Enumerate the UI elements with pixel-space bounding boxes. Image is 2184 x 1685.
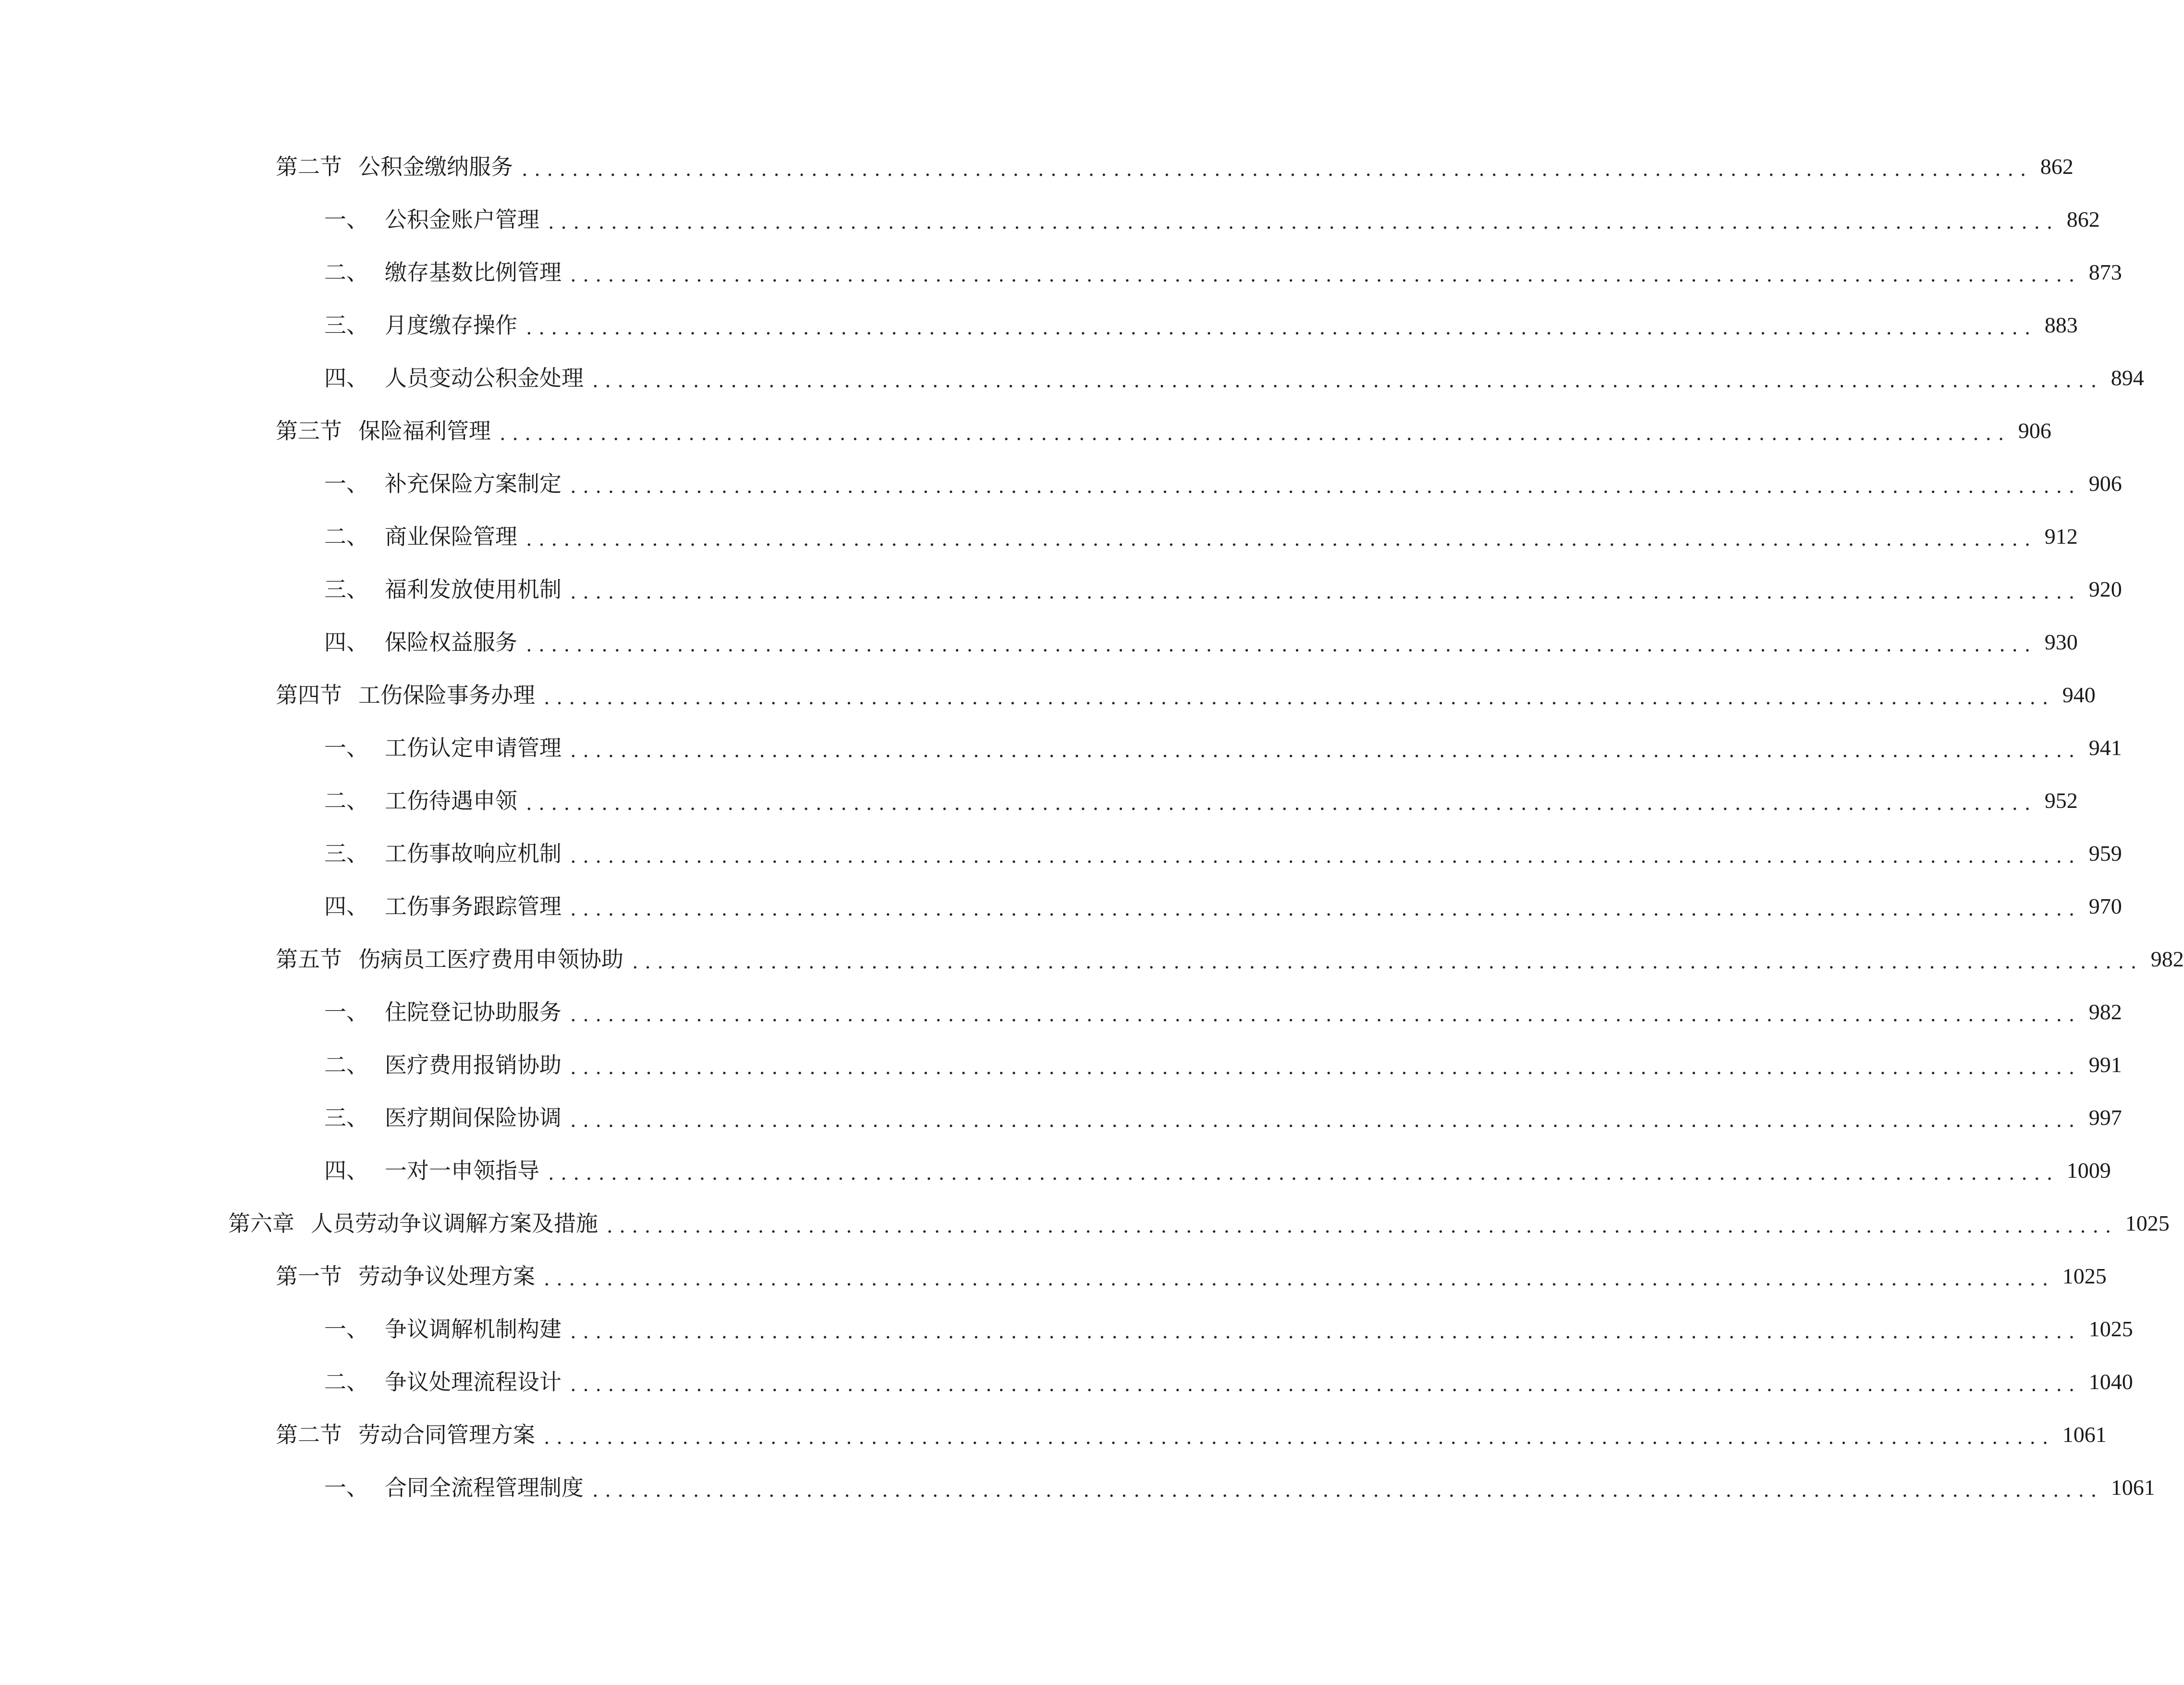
toc-entry[interactable] <box>0 457 2122 510</box>
toc-entry-number: 二、 <box>324 259 368 285</box>
toc-entry-number: 二、 <box>324 1369 368 1395</box>
toc-entry-content <box>324 1156 2111 1185</box>
toc-entry[interactable] <box>0 986 2122 1038</box>
toc-dot-leader: ........................................................................................................................ <box>548 211 2059 233</box>
toc-dot-leader: ........................................................................................................................ <box>526 528 2037 550</box>
toc-entry-page-number: 906 <box>2088 471 2122 496</box>
toc-dot-leader: ........................................................................................................................ <box>526 634 2037 656</box>
toc-entry-content <box>276 1420 2107 1449</box>
toc-entry[interactable] <box>0 140 2074 193</box>
toc-entry-content <box>276 152 2074 181</box>
toc-entry-title: 保险权益服务 <box>385 629 517 655</box>
toc-entry-title: 商业保险管理 <box>385 524 517 549</box>
toc-entry-page-number: 920 <box>2088 577 2122 601</box>
toc-entry-number: 一、 <box>324 207 368 232</box>
toc-dot-leader: ........................................................................................................................ <box>592 370 2103 392</box>
toc-entry[interactable] <box>0 1038 2122 1091</box>
toc-entry-page-number: 1025 <box>2088 1317 2133 1341</box>
toc-entry[interactable] <box>0 1303 2133 1355</box>
toc-dot-leader: ........................................................................................................................ <box>544 1268 2055 1290</box>
toc-dot-leader: ........................................................................................................................ <box>570 1057 2081 1079</box>
toc-entry-content <box>324 522 2078 551</box>
toc-entry-page-number: 940 <box>2062 683 2096 707</box>
toc-entry-title: 争议处理流程设计 <box>385 1369 561 1395</box>
toc-dot-leader: ........................................................................................................................ <box>570 845 2081 867</box>
toc-entry-title: 医疗费用报销协助 <box>385 1052 561 1078</box>
toc-entry-title: 公积金账户管理 <box>385 207 539 232</box>
toc-entry-page-number: 982 <box>2088 1000 2122 1024</box>
toc-entry-content <box>276 416 2051 445</box>
toc-entry-title: 福利发放使用机制 <box>385 576 561 602</box>
toc-entry-title: 人员变动公积金处理 <box>385 365 584 391</box>
toc-entry-content <box>324 311 2078 340</box>
toc-entry[interactable] <box>0 1250 2107 1303</box>
toc-entry-number: 一、 <box>324 735 368 761</box>
toc-entry-title: 住院登记协助服务 <box>385 999 561 1025</box>
toc-entry-page-number: 1025 <box>2062 1264 2107 1288</box>
toc-entry-title: 人员劳动争议调解方案及措施 <box>311 1210 598 1236</box>
toc-entry-content <box>324 258 2122 287</box>
toc-entry-number: 四、 <box>324 629 368 655</box>
toc-entry[interactable] <box>0 774 2078 827</box>
toc-entry-number: 二、 <box>324 1052 368 1078</box>
toc-entry-page-number: 1025 <box>2125 1211 2170 1235</box>
toc-dot-leader: ........................................................................................................................ <box>526 317 2037 339</box>
toc-entry[interactable] <box>0 669 2096 721</box>
toc-entry[interactable] <box>0 1461 2155 1514</box>
toc-entry-title: 工伤待遇申领 <box>385 788 517 814</box>
toc-dot-leader: ........................................................................................................................ <box>632 951 2143 973</box>
toc-entry-content <box>324 469 2122 498</box>
toc-entry-title: 争议调解机制构建 <box>385 1316 561 1342</box>
toc-entry-number: 二、 <box>324 788 368 814</box>
toc-entry-content <box>276 681 2096 709</box>
toc-entry-content <box>276 945 2184 974</box>
toc-dot-leader: ........................................................................................................................ <box>570 740 2081 762</box>
toc-entry-number: 一、 <box>324 1475 368 1501</box>
toc-dot-leader: ........................................................................................................................ <box>570 1321 2081 1343</box>
toc-dot-leader: ........................................................................................................................ <box>548 1162 2059 1184</box>
toc-entry-title: 工伤认定申请管理 <box>385 735 561 761</box>
toc-entry-content <box>324 733 2122 762</box>
toc-entry-content <box>324 1368 2133 1396</box>
toc-entry-page-number: 862 <box>2040 154 2074 179</box>
toc-entry-page-number: 906 <box>2018 418 2051 443</box>
toc-entry[interactable] <box>0 721 2122 774</box>
toc-entry-number: 第二节 <box>276 154 342 180</box>
toc-entry[interactable] <box>0 1355 2133 1408</box>
toc-entry[interactable] <box>0 404 2051 457</box>
toc-entry-content <box>324 892 2122 921</box>
toc-dot-leader: ........................................................................................................................ <box>570 1374 2081 1396</box>
toc-entry-title: 月度缴存操作 <box>385 312 517 338</box>
toc-entry[interactable] <box>0 299 2078 352</box>
toc-entry-page-number: 997 <box>2088 1105 2122 1130</box>
toc-entry[interactable] <box>0 1197 2170 1250</box>
toc-entry[interactable] <box>0 510 2078 563</box>
toc-entry-title: 一对一申领指导 <box>385 1158 539 1184</box>
toc-entry-number: 第一节 <box>276 1263 342 1289</box>
toc-entry-number: 二、 <box>324 524 368 549</box>
toc-entry-number: 四、 <box>324 1158 368 1184</box>
toc-entry[interactable] <box>0 880 2122 933</box>
toc-entry-title: 医疗期间保险协调 <box>385 1105 561 1131</box>
toc-entry-number: 四、 <box>324 365 368 391</box>
toc-entry-number: 一、 <box>324 1316 368 1342</box>
toc-entry[interactable] <box>0 1144 2111 1197</box>
toc-entry[interactable] <box>0 1091 2122 1144</box>
toc-entry-content <box>324 1473 2155 1502</box>
toc-entry-page-number: 1061 <box>2062 1422 2107 1447</box>
toc-dot-leader: ........................................................................................................................ <box>607 1215 2118 1237</box>
toc-entry[interactable] <box>0 193 2100 246</box>
toc-entry-number: 三、 <box>324 312 368 338</box>
toc-entry-content <box>324 839 2122 868</box>
toc-dot-leader: ........................................................................................................................ <box>544 1427 2055 1449</box>
toc-entry-page-number: 941 <box>2088 735 2122 760</box>
toc-entry-content <box>324 364 2144 392</box>
toc-dot-leader: ........................................................................................................................ <box>570 264 2081 286</box>
toc-entry-page-number: 912 <box>2044 524 2078 549</box>
toc-entry-title: 合同全流程管理制度 <box>385 1475 584 1501</box>
toc-entry[interactable] <box>0 827 2122 880</box>
toc-entry-content <box>324 998 2122 1026</box>
toc-entry[interactable] <box>0 616 2078 669</box>
toc-entry-page-number: 1009 <box>2066 1158 2111 1183</box>
toc-entry-page-number: 991 <box>2088 1052 2122 1077</box>
toc-entry[interactable] <box>0 1408 2107 1461</box>
toc-entry-title: 工伤事故响应机制 <box>385 841 561 867</box>
toc-entry-content <box>324 1050 2122 1079</box>
toc-entry-number: 第五节 <box>276 946 342 972</box>
toc-entry[interactable] <box>0 246 2122 299</box>
toc-entry-page-number: 883 <box>2044 313 2078 337</box>
toc-dot-leader: ........................................................................................................................ <box>570 476 2081 498</box>
toc-entry-page-number: 952 <box>2044 788 2078 813</box>
toc-entry[interactable] <box>0 563 2122 616</box>
toc-entry-number: 三、 <box>324 576 368 602</box>
toc-dot-leader: ........................................................................................................................ <box>544 687 2055 709</box>
toc-entry-number: 一、 <box>324 999 368 1025</box>
toc-entry-title: 公积金缴纳服务 <box>358 154 513 180</box>
toc-entry-page-number: 959 <box>2088 841 2122 866</box>
toc-dot-leader: ........................................................................................................................ <box>526 793 2037 815</box>
toc-entry-number: 第六章 <box>228 1210 294 1236</box>
toc-entry-content <box>324 575 2122 604</box>
toc-entry-number: 一、 <box>324 471 368 497</box>
toc-entry-content <box>324 628 2078 657</box>
toc-entry-page-number: 930 <box>2044 630 2078 654</box>
toc-dot-leader: ........................................................................................................................ <box>522 159 2033 181</box>
toc-entry-page-number: 982 <box>2150 947 2184 971</box>
toc-entry-number: 四、 <box>324 893 368 919</box>
toc-entry-title: 缴存基数比例管理 <box>385 259 561 285</box>
toc-entry-title: 工伤保险事务办理 <box>358 682 535 708</box>
toc-entry-title: 保险福利管理 <box>358 418 491 444</box>
toc-entry-content <box>228 1209 2170 1238</box>
toc-entry-content <box>324 1315 2133 1343</box>
toc-entry-title: 伤病员工医疗费用申领协助 <box>358 946 623 972</box>
table-of-contents <box>0 140 2184 1514</box>
toc-entry-title: 工伤事务跟踪管理 <box>385 893 561 919</box>
toc-entry-page-number: 970 <box>2088 894 2122 918</box>
toc-entry-title: 补充保险方案制定 <box>385 471 561 497</box>
toc-entry-page-number: 1040 <box>2088 1369 2133 1394</box>
toc-entry-number: 第三节 <box>276 418 342 444</box>
toc-entry-title: 劳动合同管理方案 <box>358 1422 535 1448</box>
toc-entry-number: 第二节 <box>276 1422 342 1448</box>
toc-dot-leader: ........................................................................................................................ <box>570 1110 2081 1132</box>
toc-entry[interactable] <box>0 933 2184 986</box>
toc-entry-number: 三、 <box>324 1105 368 1131</box>
toc-entry-content <box>324 786 2078 815</box>
toc-dot-leader: ........................................................................................................................ <box>500 423 2011 445</box>
toc-entry-page-number: 1061 <box>2111 1475 2155 1500</box>
toc-dot-leader: ........................................................................................................................ <box>592 1479 2103 1502</box>
toc-entry-page-number: 894 <box>2111 366 2144 390</box>
toc-entry-content <box>276 1262 2107 1291</box>
toc-entry-page-number: 862 <box>2066 207 2100 232</box>
toc-dot-leader: ........................................................................................................................ <box>570 581 2081 603</box>
toc-entry-content <box>324 205 2100 234</box>
toc-entry-title: 劳动争议处理方案 <box>358 1263 535 1289</box>
toc-entry[interactable] <box>0 352 2144 404</box>
toc-entry-page-number: 873 <box>2088 260 2122 284</box>
toc-entry-number: 第四节 <box>276 682 342 708</box>
toc-entry-number: 三、 <box>324 841 368 867</box>
toc-entry-content <box>324 1103 2122 1132</box>
toc-dot-leader: ........................................................................................................................ <box>570 1004 2081 1026</box>
toc-dot-leader: ........................................................................................................................ <box>570 898 2081 920</box>
